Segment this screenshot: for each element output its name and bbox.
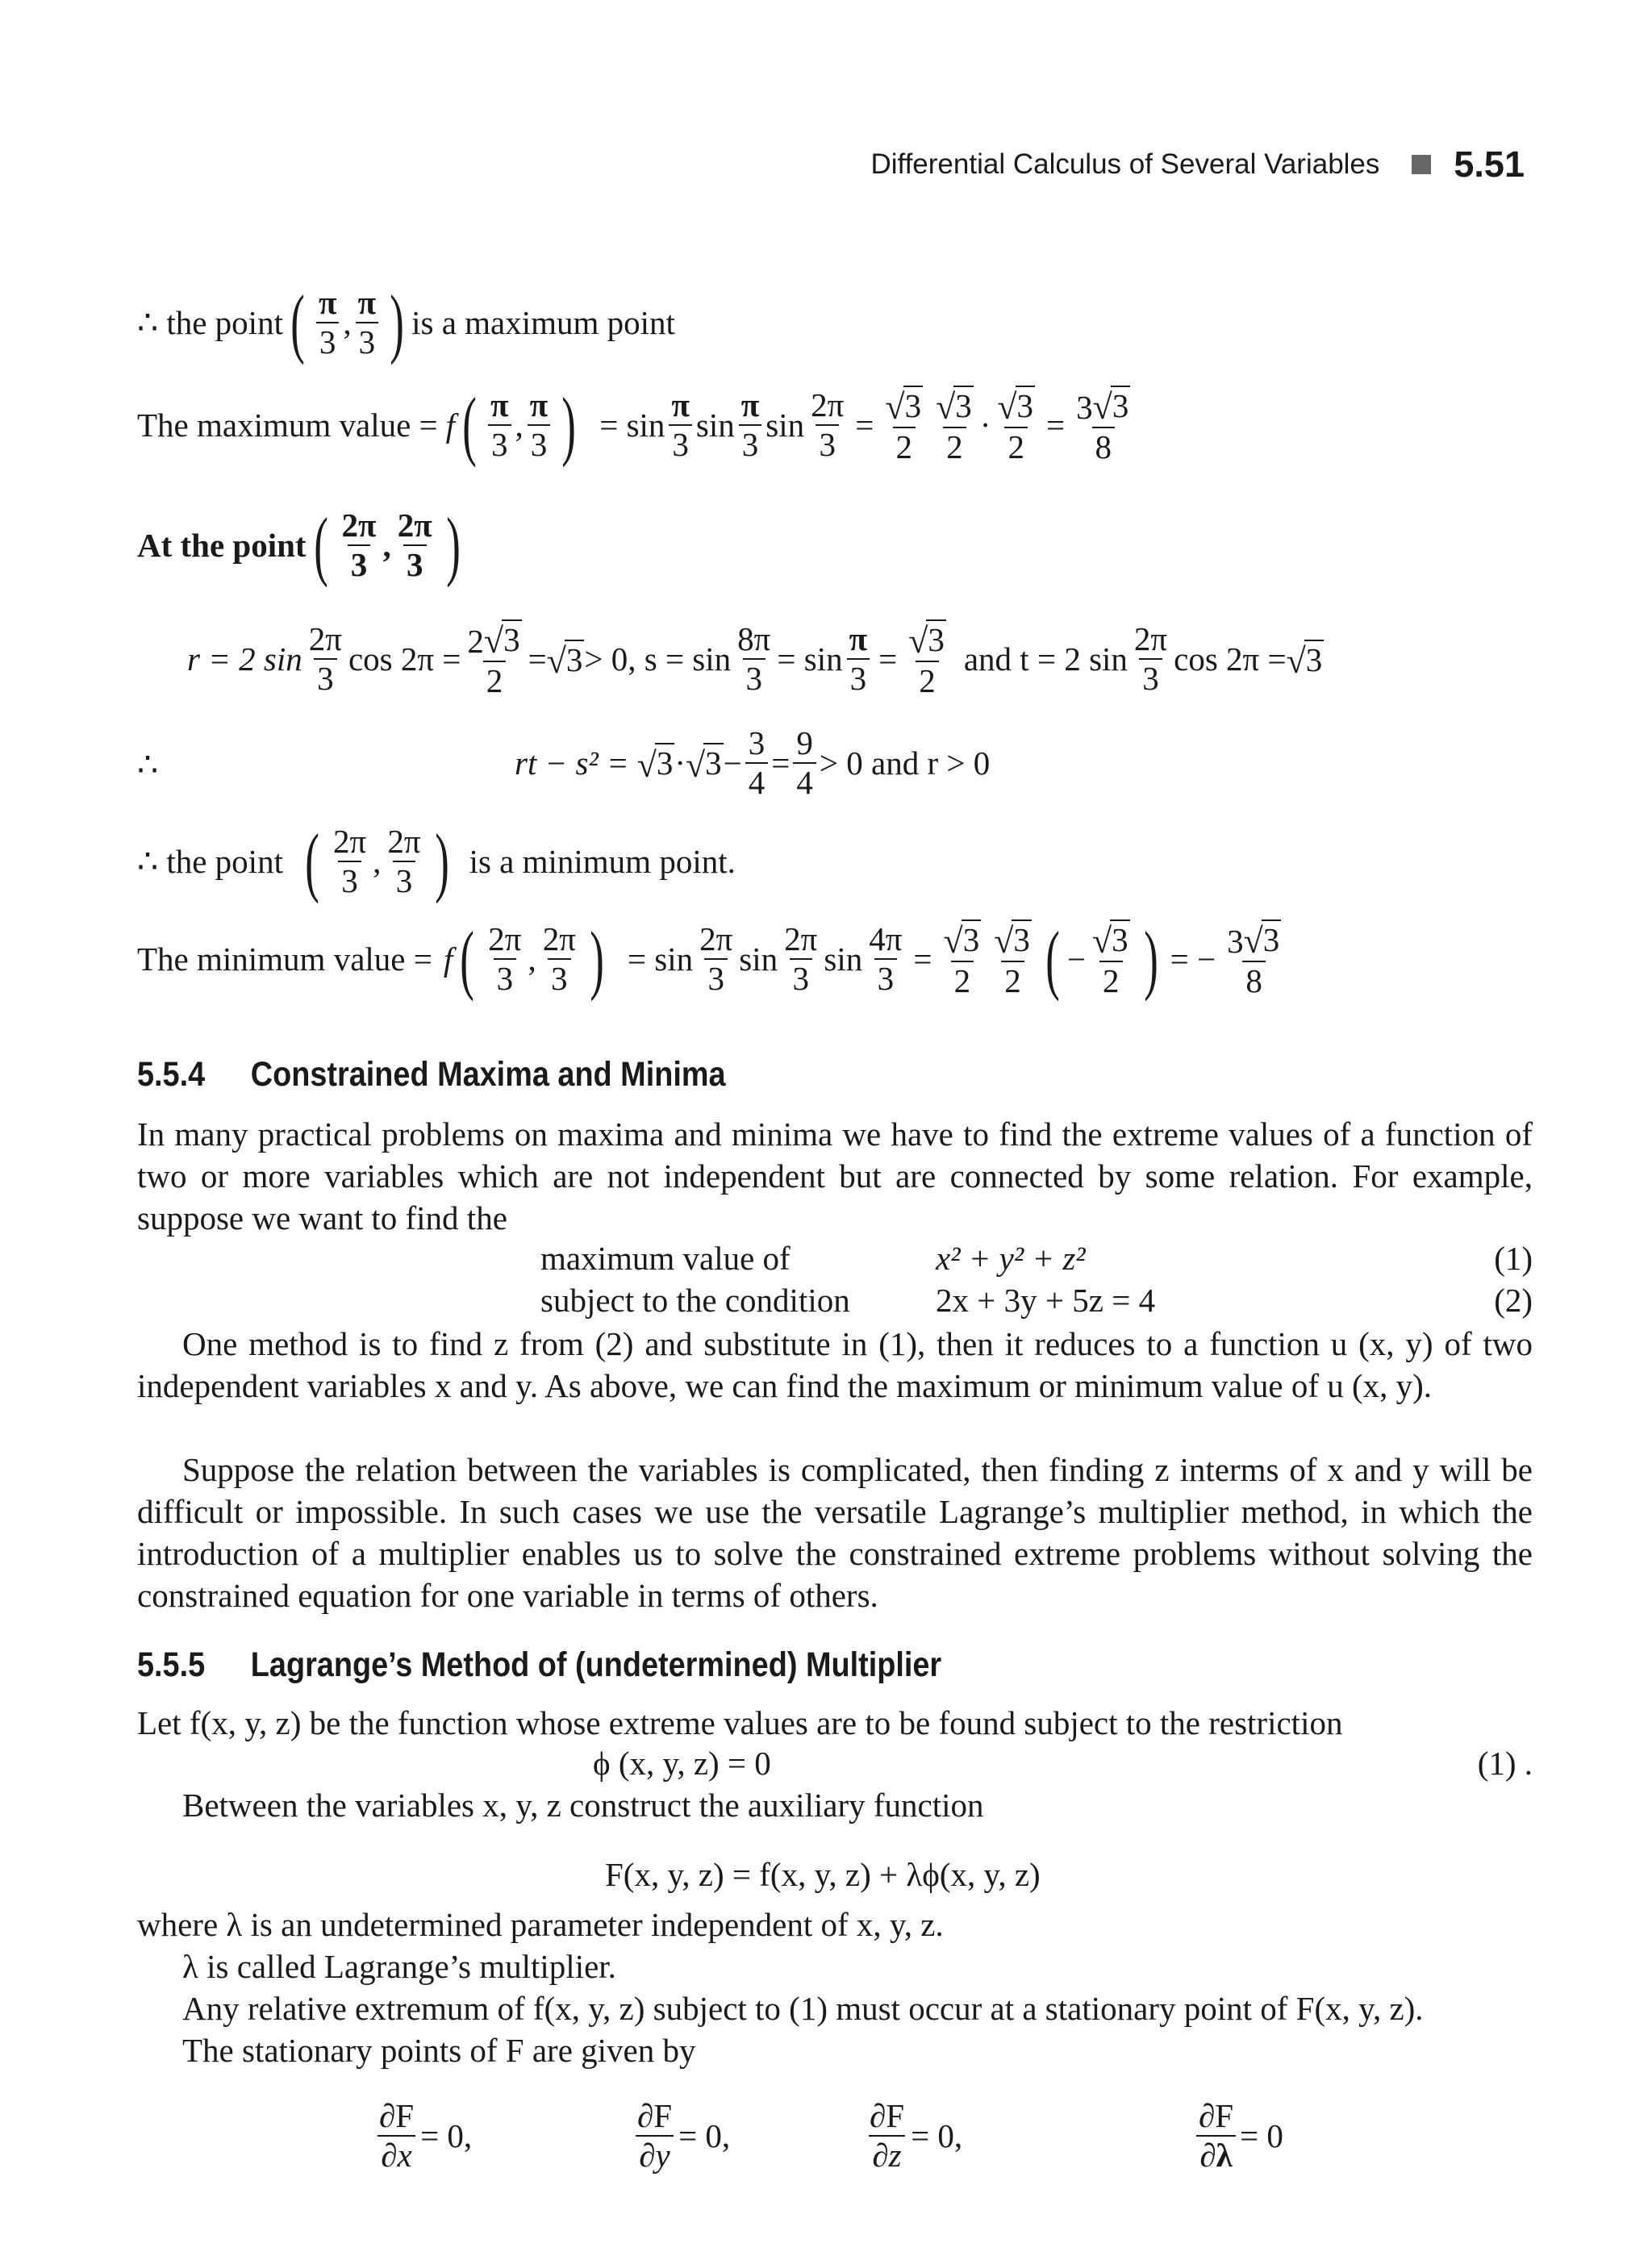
max-value-line: The maximum value = f ( $\frac{\pi}{3}$ , $\frac{\pi}{3}$ ) = sin $\frac{\pi}{3}$ sin $\frac{\pi}{3}$ sin $\frac{2\pi}{3}$ = √ 3 2 √ 3 2 · √ 3 2 = 3 √ 3 8 (137, 382, 1129, 469)
auxiliary-intro: Between the variables x, y, z construct the auxiliary function (182, 1787, 984, 1824)
min-value-line: The minimum value = f ( $\frac{2\pi}{3}$ , $\frac{2\pi}{3}$ ) = sin $\frac{2\pi}{3}$ sin $\frac{2\pi}{3}$ sin $\frac{4\pi}{3}$ = √ 3 2 √ 3 2 ( − √ 3 2 ) = − 3 √ 3 8 (137, 915, 1280, 1003)
at-point-label: At the point (137, 527, 307, 564)
partial-y-equation: $\frac{\partial F}{\partial y}$ = 0, (637, 2097, 731, 2175)
auxiliary-function: F(x, y, z) = f(x, y, z) + λϕ(x, y, z) (605, 1856, 1041, 1893)
header-title: Differential Calculus of Several Variables (870, 148, 1380, 180)
running-header (870, 144, 1525, 186)
max-value-label: The maximum value = (137, 407, 438, 444)
at-point-line: At the point ( $\frac{2\pi}{3}$ , $\frac{2\pi}{3}$ ) (137, 502, 461, 588)
partial-x-equation: $\frac{\partial F}{\partial x}$ = 0, (379, 2097, 473, 2175)
section-heading-5-5-4: 5.5.4 Constrained Maxima and Minima (137, 1055, 726, 1094)
relative-extremum-statement: Any relative extremum of f(x, y, z) subject to (1) must occur at a stationary point of F(x, y, z). (182, 1990, 1424, 2027)
constraint-equation-number: (1) . (1477, 1745, 1533, 1782)
section-5-5-4-intro: In many practical problems on maxima and minima we have to find the extreme values of a function of two or more variables which are not independent but are connected by some relation. For example, suppose we want to find the (137, 1115, 1533, 1236)
fraction: $\frac{\pi}{3}$ (355, 286, 379, 360)
header-square-icon (1412, 155, 1431, 174)
rst-line: r = 2 sin $\frac{2\pi}{3}$ cos 2π = 2 √ 3 2 = √ 3 > 0, s = sin $\frac{8\pi}{3}$ = sin $\frac{\pi}{3}$ = √ 3 2 and t = 2 sin $\frac{2\pi}{3}$ cos 2π = √ 3 (187, 620, 1323, 700)
fraction: $\frac{\pi}{3}$ (315, 286, 340, 360)
min-point-line: ∴ the point ( $\frac{2\pi}{3}$ , $\frac{2\pi}{3}$ ) is a minimum point. (137, 818, 736, 904)
partial-z-equation: $\frac{\partial F}{\partial z}$ = 0, (870, 2097, 963, 2175)
paren-open: ( (290, 279, 305, 365)
max-point-line: ∴ the point ( $\frac{\pi}{3}$ , $\frac{\pi}{3}$ ) is a maximum point (137, 279, 675, 365)
therefore-point-text: ∴ the point (137, 304, 283, 341)
equation-number-2: (2) (1494, 1282, 1533, 1319)
rt-s2-line: rt − s² = √ 3 · √ 3 − $\frac{3}{4}$ = $\frac{9}{4}$ > 0 and r > 0 (515, 724, 991, 802)
section-5-5-4-lagrange-intro: Suppose the relation between the variables is complicated, then finding z interms of x and y will be difficult or impossible. In such cases we use the versatile Lagrange’s multiplier method, in which the introduction of a multiplier enables us to solve the constrained extreme problems without solving the constrained equation for one variable in terms of others. (137, 1451, 1533, 1614)
lambda-definition: where λ is an undetermined parameter independent of x, y, z. (137, 1906, 944, 1943)
section-heading-5-5-5: 5.5.5 Lagrange’s Method of (undetermined) Multiplier (137, 1645, 942, 1684)
section-5-5-4-method: One method is to find z from (2) and substitute in (1), then it reduces to a function u (x, y) of two independent variables x and y. As above, we can find the maximum or minimum value of u (x, y). (137, 1325, 1533, 1404)
page-number: 5.51 (1454, 144, 1525, 185)
stationary-points-intro: The stationary points of F are given by (182, 2032, 696, 2069)
therefore-symbol: ∴ (137, 746, 159, 783)
row-maximum-value: maximum value of x² + y² + z² (540, 1240, 1086, 1277)
section-5-5-5-intro: Let f(x, y, z) be the function whose extreme values are to be found subject to the restriction (137, 1704, 1343, 1741)
partial-lambda-equation: $\frac{\partial F}{\partial\lambda}$ = 0 (1192, 2099, 1283, 2173)
constraint-equation: ϕ (x, y, z) = 0 (593, 1745, 771, 1782)
paren-close: ) (390, 279, 404, 365)
row-subject-to: subject to the condition 2x + 3y + 5z = 4 (540, 1282, 1156, 1319)
is-max-text: is a maximum point (411, 304, 675, 341)
lambda-name: λ is called Lagrange’s multiplier. (182, 1948, 616, 1985)
equation-number-1: (1) (1494, 1240, 1533, 1277)
